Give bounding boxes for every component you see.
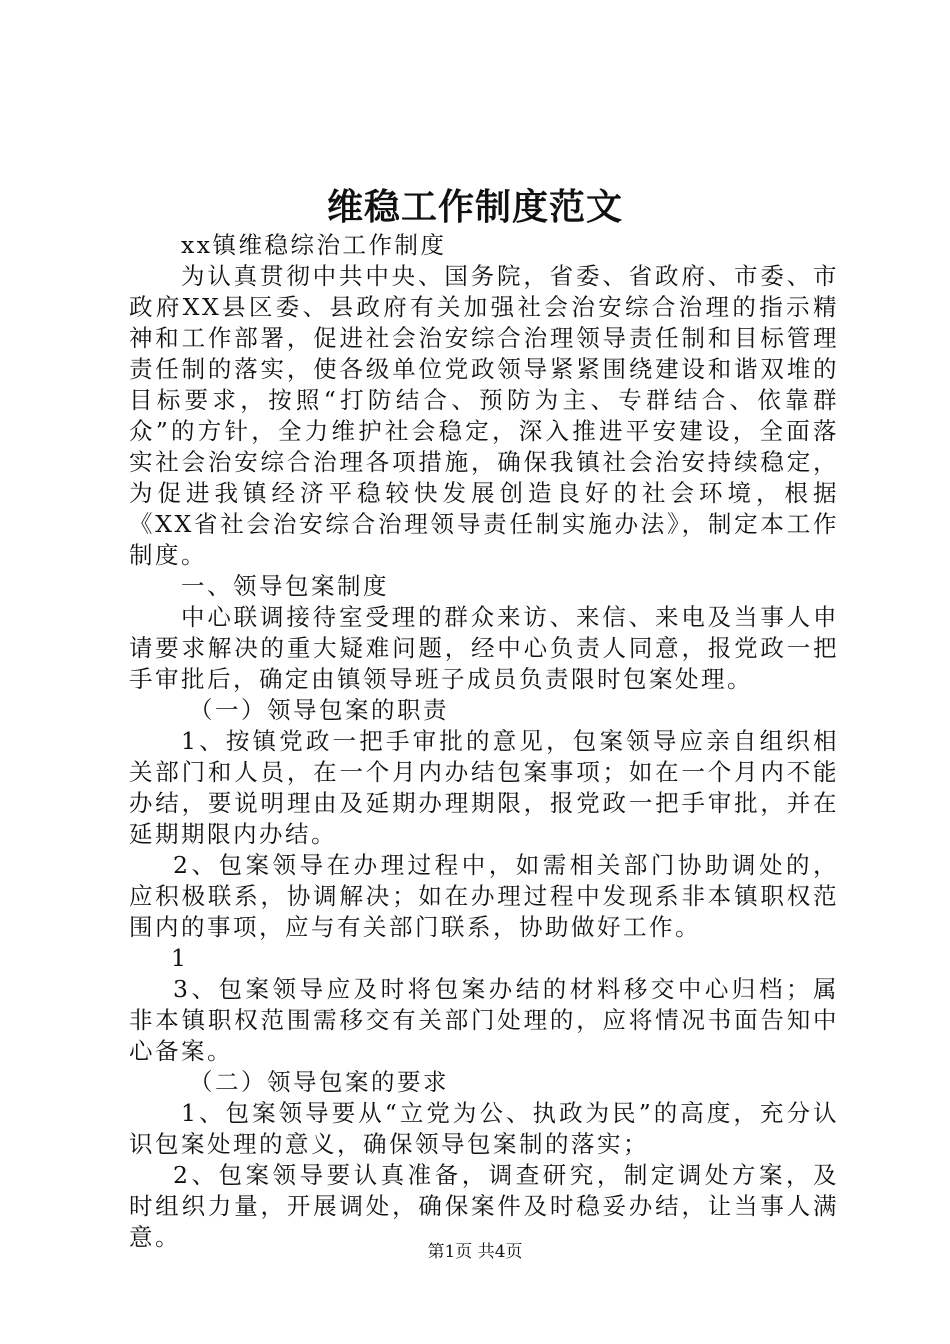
section-heading-1: 一、领导包案制度 (181, 572, 389, 600)
paragraph-item-2: 2、包案领导在办理过程中，如需相关部门协助调处的，应积极联系，协调解决；如在办理过程中发现系非本镇职权范围内的事项，应与有关部门联系，协助做好工作。 (129, 851, 839, 941)
page-footer: 第1页 共4页 (427, 1242, 523, 1262)
paragraph-requirement-1: 1、包案领导要从“立党为公、执政为民”的高度，充分认识包案处理的意义，确保领导包案制的落实； (129, 1099, 839, 1158)
paragraph-item-1: 1、按镇党政一把手审批的意见，包案领导应亲自组织相关部门和人员，在一个月内办结包案事项；如在一个月内不能办结，要说明理由及延期办理期限，报党政一把手审批，并在延期期限内办结。 (129, 727, 839, 848)
page-break-marker: 1 (171, 944, 189, 972)
document-title: 维稳工作制度范文 (326, 186, 623, 228)
document-body (129, 230, 839, 1253)
subsection-heading-2: （二）领导包案的要求 (189, 1068, 449, 1096)
document-subtitle: xx镇维稳综治工作制度 (181, 231, 447, 259)
paragraph-item-3: 3、包案领导应及时将包案办结的材料移交中心归档；属非本镇职权范围需移交有关部门处理的，应将情况书面告知中心备案。 (129, 975, 839, 1065)
paragraph-intro: 为认真贯彻中共中央、国务院，省委、省政府、市委、市政府XX县区委、县政府有关加强社会治安综合治理的指示精神和工作部署，促进社会治安综合治理领导责任制和目标管理责任制的落实，使各级单位党政领导紧紧围绕建设和谐双堆的目标要求，按照“打防结合、预防为主、专群结合、依靠群众”的方针，全力维护社会稳定，深入推进平安建设，全面落实社会治安综合治理各项措施，确保我镇社会治安持续稳定，为促进我镇经济平稳较快发展创造良好的社会环境，根据《XX省社会治安综合治理领导责任制实施办法》，制定本工作制度。 (129, 262, 839, 569)
paragraph-section-1: 中心联调接待室受理的群众来访、来信、来电及当事人申请要求解决的重大疑难问题，经中心负责人同意，报党政一把手审批后，确定由镇领导班子成员负责限时包案处理。 (129, 603, 839, 693)
subsection-heading-1: （一）领导包案的职责 (189, 696, 449, 724)
paragraph-requirement-2: 2、包案领导要认真准备，调查研究，制定调处方案，及时组织力量，开展调处，确保案件及时稳妥办结，让当事人满意。 (129, 1161, 839, 1251)
